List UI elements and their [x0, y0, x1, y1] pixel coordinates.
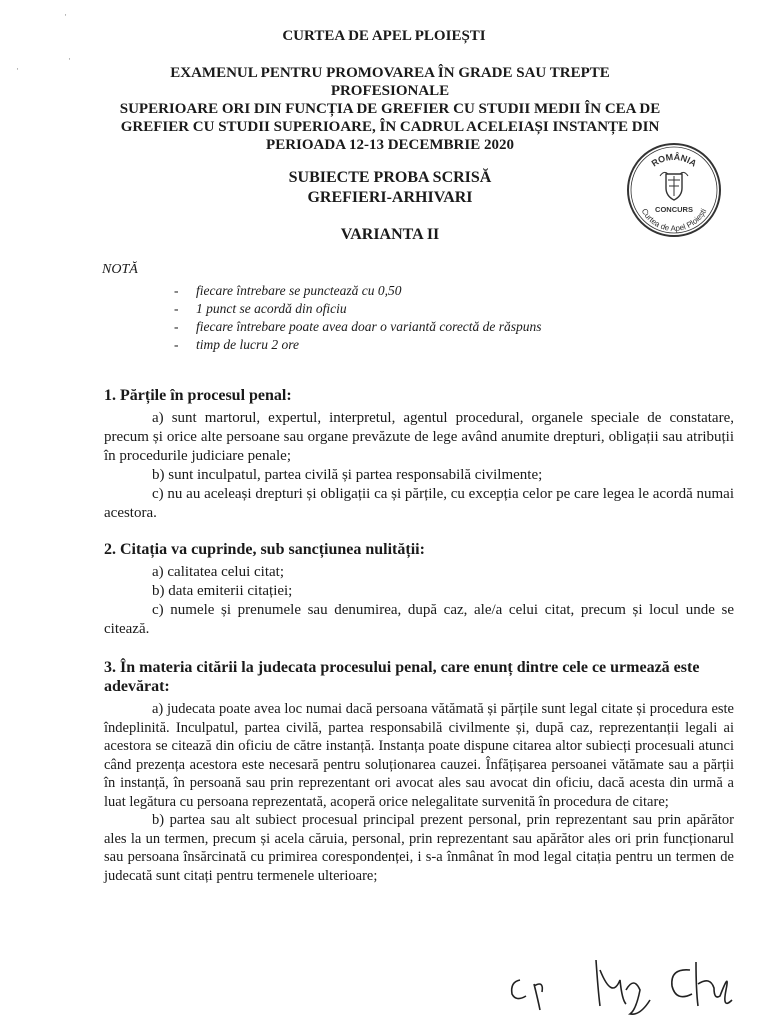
question-title: 1. Părțile în procesul penal:	[104, 387, 292, 404]
exam-title	[110, 64, 670, 154]
svg-text:ROMÂNIA	[650, 151, 699, 169]
answer-option-b: b) data emiterii citației;	[152, 583, 293, 599]
note-item: - fiecare întrebare poate avea doar o variantă corectă de răspuns	[174, 318, 542, 336]
answer-option-a: a) judecata poate avea loc numai dacă persoana vătămată și părțile sunt legal citate și procedura este îndeplinită. Inculpatul, partea civilă, partea responsabilă civilmente și, după caz, reprezentanții legali ai acestora se citează din oficiu de către instanță. Instanța poate dispune citarea altor subiecți procesuali atunci când prezența acestora este necesară pentru soluționarea cauzei. Înfățișarea persoanei vătămate sau a părții în instanță, în persoană sau prin reprezentant ori avocat ales sau avocat din oficiu, dacă acesta din urmă a luat legătura cu persoana reprezentată, acoperă orice nelegalitate survenită în procedura de citare;	[104, 701, 734, 810]
answer-option-a: a) calitatea celui citat;	[152, 564, 284, 580]
question-3	[104, 658, 734, 885]
scan-speck: ·	[68, 54, 71, 64]
exam-title-line: SUPERIOARE ORI DIN FUNCȚIA DE GREFIER CU STUDII MEDII ÎN CEA DE	[119, 101, 661, 117]
variant-title: VARIANTA II	[340, 226, 440, 243]
stamp-middle-text: CONCURS	[655, 205, 693, 214]
note-item: - fiecare întrebare se punctează cu 0,50	[174, 282, 542, 300]
answer-option-b: b) sunt inculpatul, partea civilă și partea responsabilă civilmente;	[152, 467, 543, 483]
exam-title-line: GREFIER CU STUDII SUPERIOARE, ÎN CADRUL ACELEIAȘI INSTANȚE DIN	[120, 119, 660, 135]
answer-option-c: c) nu au aceleași drepturi și obligații ca și părțile, cu excepția celor pe care legea le acordă numai acestora.	[104, 486, 734, 521]
exam-title-line: PERIOADA 12-13 DECEMBRIE 2020	[266, 137, 514, 153]
question-2	[104, 540, 734, 639]
handwritten-signature	[500, 940, 760, 1020]
note-title: NOTĂ	[102, 262, 138, 277]
subject-line: GREFIERI-ARHIVARI	[307, 189, 473, 206]
note-item: - 1 punct se acordă din oficiu	[174, 300, 542, 318]
note-list	[174, 282, 542, 354]
answer-option-a: a) sunt martorul, expertul, interpretul, agentul procedural, organele speciale de constatare, precum și orice alte persoane sau organe prevăzute de lege având anumite drepturi, obligații sau atribuții în procedurile judiciare penale;	[104, 410, 734, 464]
exam-title-line: EXAMENUL PENTRU PROMOVAREA ÎN GRADE SAU TREPTE PROFESIONALE	[170, 65, 610, 99]
court-stamp-seal	[624, 140, 724, 240]
coat-of-arms-icon	[660, 172, 688, 200]
question-title: 2. Citația va cuprinde, sub sancțiunea nulității:	[104, 541, 425, 558]
stamp-bottom-text: Curtea de Apel Ploiești	[639, 206, 709, 234]
question-1	[104, 386, 734, 523]
stamp-top-text: ROMÂNIA	[649, 151, 699, 169]
scan-speck: ·	[64, 10, 67, 20]
scan-speck: ·	[16, 64, 19, 74]
note-item: - timp de lucru 2 ore	[174, 336, 542, 354]
answer-option-c: c) numele și prenumele sau denumirea, după caz, ale/a celui citat, precum și locul unde se citează.	[104, 602, 734, 637]
court-name: CURTEA DE APEL PLOIEȘTI	[282, 28, 486, 44]
answer-option-b: b) partea sau alt subiect procesual principal prezent personal, prin reprezentant sau prin apărător ales la un termen, precum și acela căruia, personal, prin reprezentant sau apărător ales ori prin funcționarul sau persoana însărcinată cu primirea corespondenței, i s-a înmânat în mod legal citația pentru un termen de judecată sunt citați pentru termenele ulterioare;	[104, 812, 734, 884]
question-title: 3. În materia citării la judecata procesului penal, care enunț dintre cele ce urmează este adevărat:	[104, 659, 700, 695]
subject-title	[260, 168, 520, 208]
subject-line: SUBIECTE PROBA SCRISĂ	[288, 169, 492, 186]
